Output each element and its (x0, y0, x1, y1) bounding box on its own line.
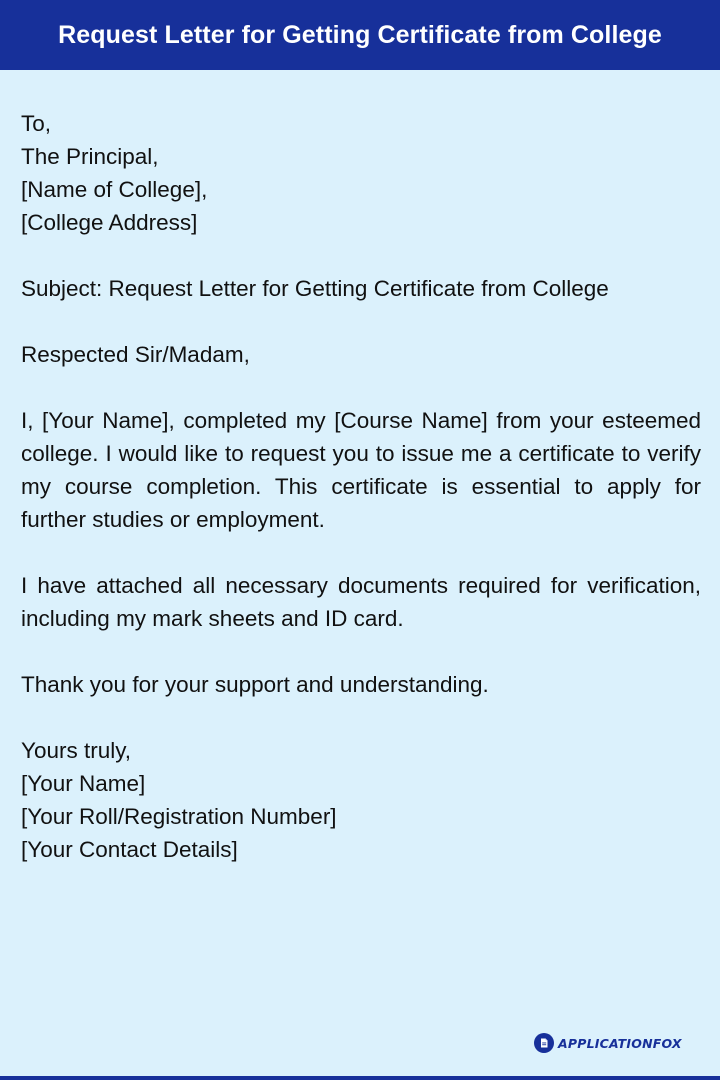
address-line: To, (21, 111, 52, 136)
letter-salutation: Respected Sir/Madam, (21, 342, 250, 367)
address-line: [College Address] (21, 210, 198, 235)
closing-line: [Your Contact Details] (21, 837, 238, 862)
letter-subject: Subject: Request Letter for Getting Certificate from College (21, 276, 609, 301)
brand-logo (534, 1033, 682, 1053)
closing-line: [Your Roll/Registration Number] (21, 804, 337, 829)
address-line: The Principal, (21, 144, 159, 169)
letter-body (21, 107, 701, 899)
page-title: Request Letter for Getting Certificate from College (58, 20, 662, 49)
closing-line: [Your Name] (21, 771, 146, 796)
brand-name: APPLICATIONFOX (558, 1035, 682, 1051)
page-header (0, 0, 720, 70)
letter-paragraph-2: I have attached all necessary documents required for verification, including my mark sheets and ID card. (21, 573, 701, 631)
letter-closing (21, 734, 701, 866)
bottom-divider (0, 1076, 720, 1080)
letter-thanks: Thank you for your support and understanding. (21, 672, 489, 697)
address-line: [Name of College], (21, 177, 208, 202)
recipient-address (21, 107, 701, 239)
letter-paragraph-1: I, [Your Name], completed my [Course Name] from your esteemed college. I would like to request you to issue me a certificate to verify my course completion. This certificate is essential to apply for further studies or employment. (21, 408, 701, 532)
document-icon (534, 1033, 554, 1053)
closing-line: Yours truly, (21, 738, 132, 763)
